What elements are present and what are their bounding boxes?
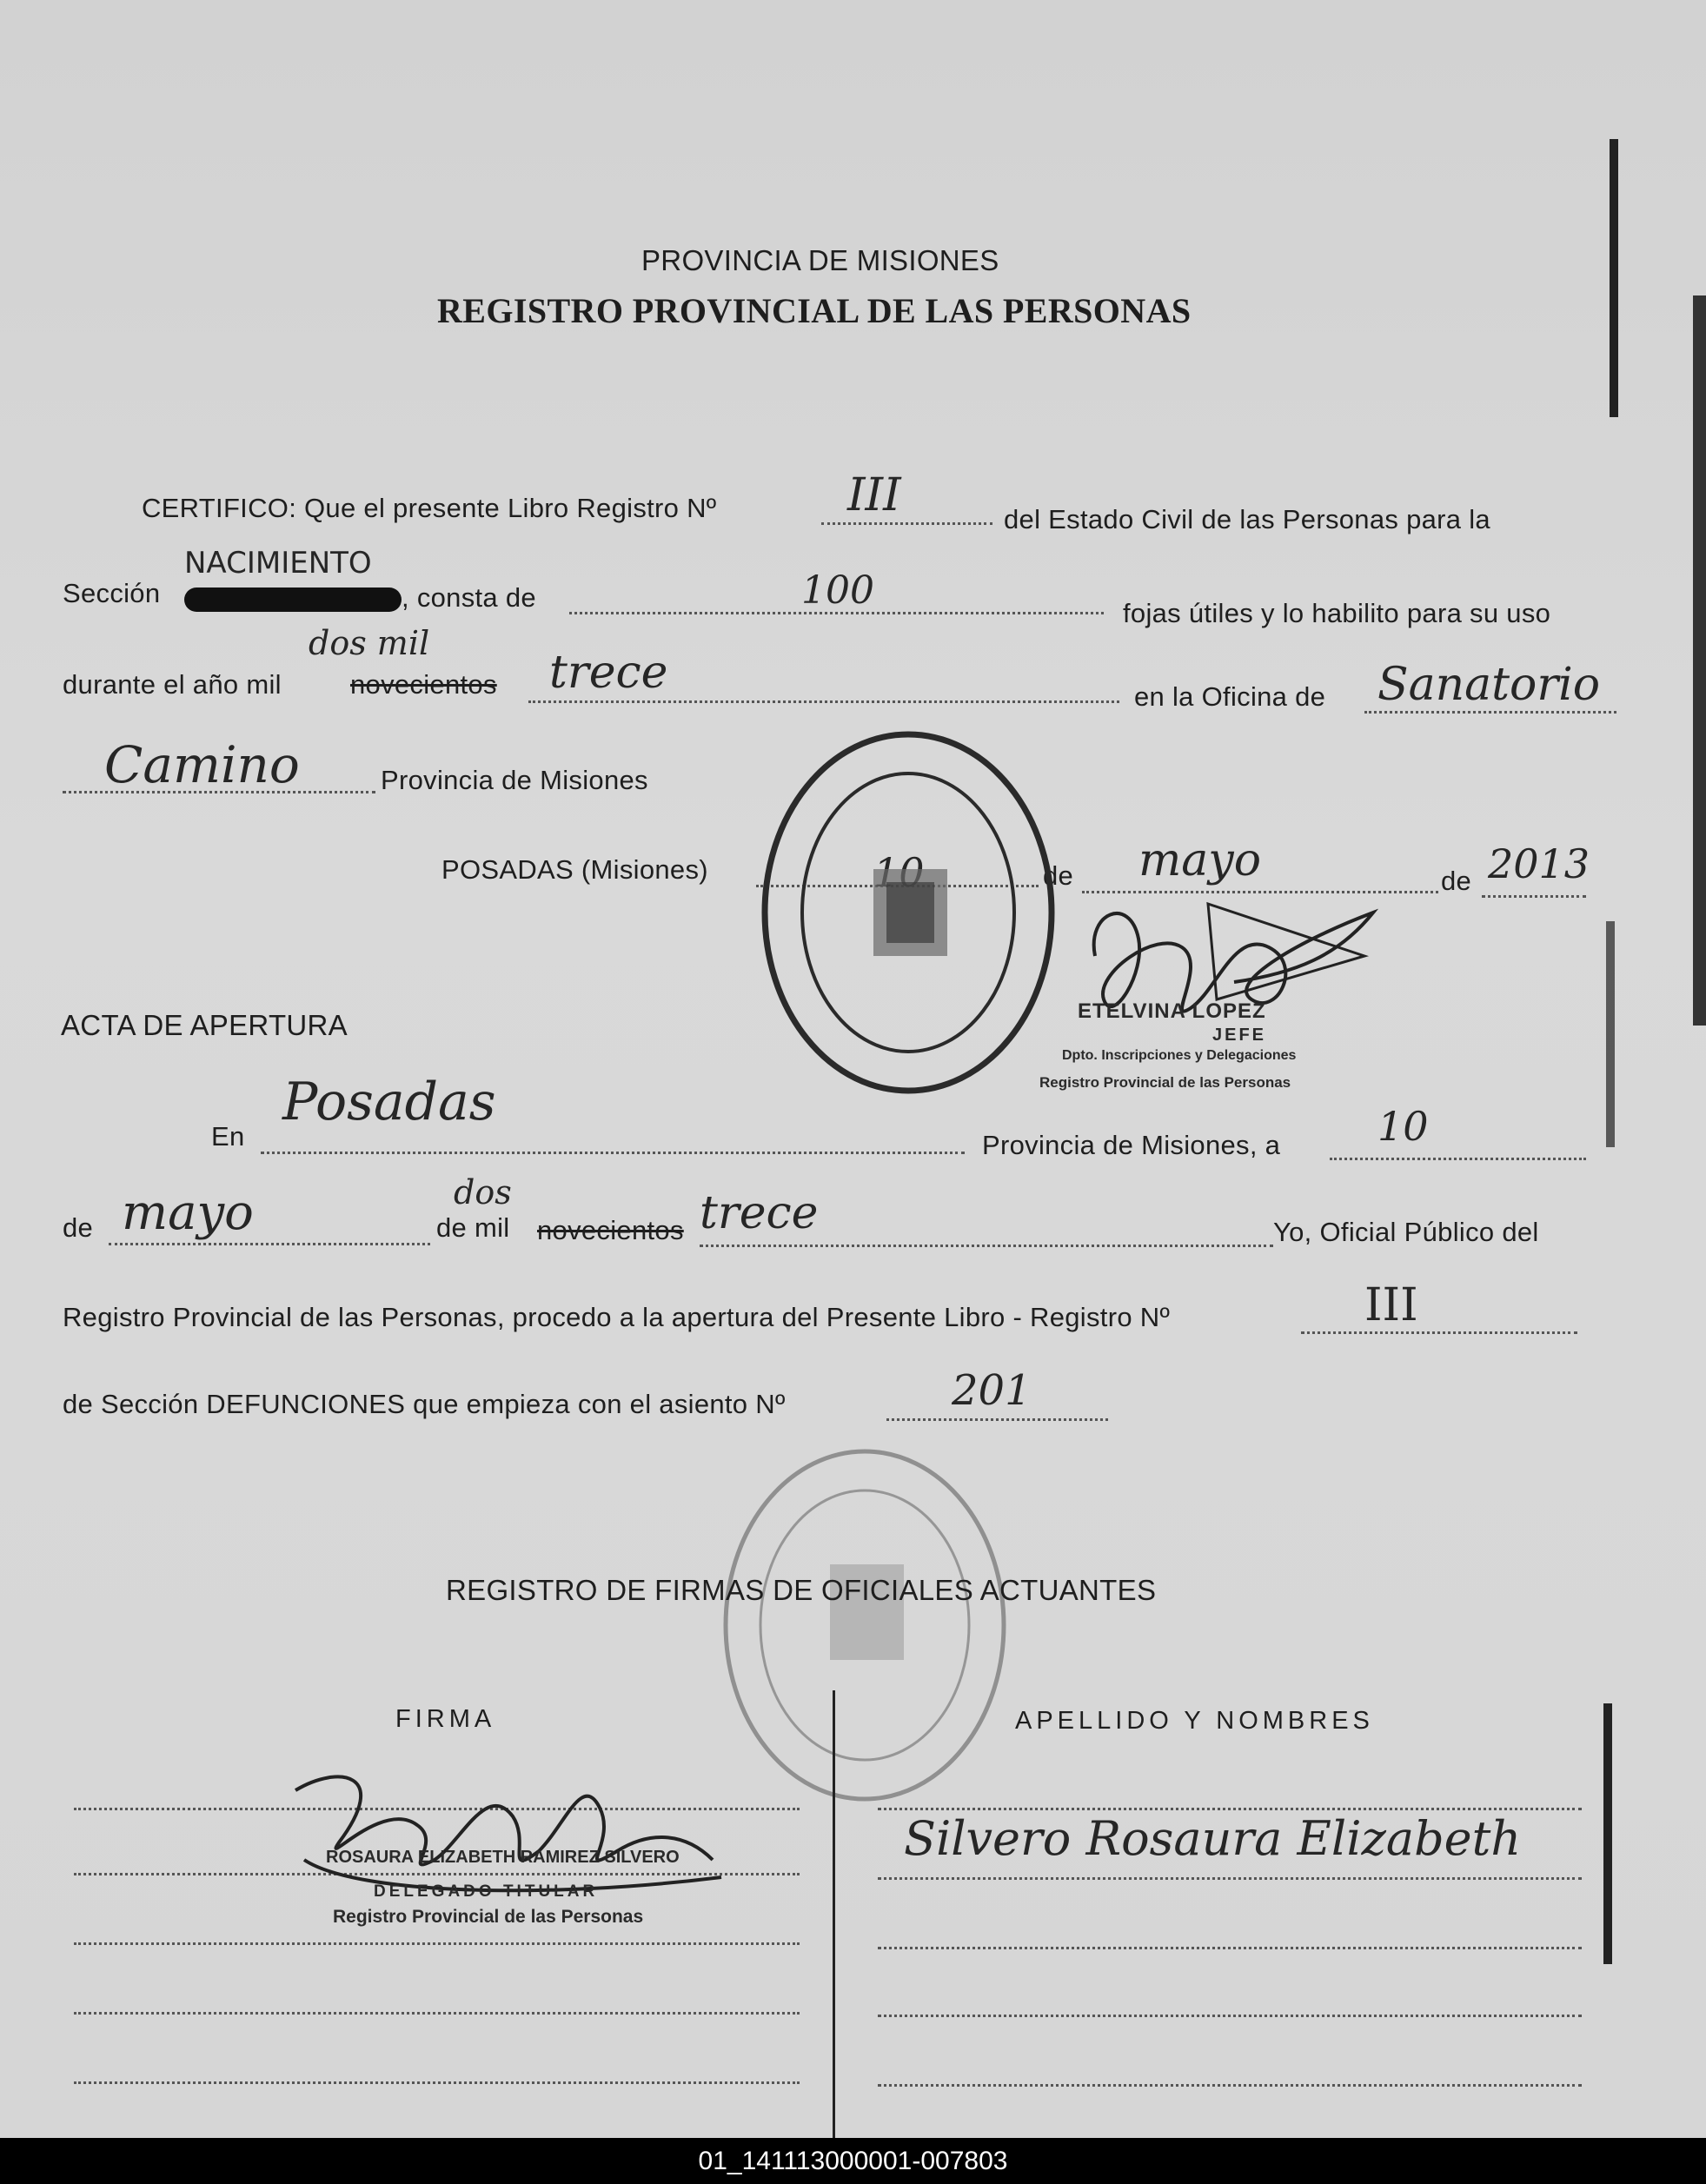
apertura-year-hw: trece (700, 1187, 819, 1239)
fojas-value-hw: 100 (801, 568, 874, 613)
year-line (1482, 895, 1586, 898)
column-divider (833, 1690, 835, 2138)
oficina-value-hw-2: Camino (104, 735, 300, 794)
provincia-text: Provincia de Misiones (381, 765, 648, 795)
official-dept: Dpto. Inscripciones y Delegaciones (1062, 1048, 1297, 1063)
month-hw: mayo (1138, 834, 1261, 886)
firma-row-5 (74, 2081, 800, 2084)
nombre-row-1 (878, 1808, 1582, 1810)
posadas-text: POSADAS (Misiones) (441, 854, 708, 885)
apertura-libro-hw: III (1364, 1279, 1418, 1331)
firma-row-4 (74, 2012, 800, 2015)
consta-de-text: , consta de (402, 582, 536, 613)
col-firma: FIRMA (395, 1705, 496, 1733)
document-id-bar (0, 2138, 1706, 2184)
apertura-day-line (1330, 1158, 1586, 1160)
official-role: JEFE (1212, 1026, 1267, 1045)
delegate-org: Registro Provincial de las Personas (333, 1907, 644, 1927)
official-org: Registro Provincial de las Personas (1039, 1074, 1291, 1091)
dos-mil-hw: dos mil (309, 624, 430, 662)
apertura-libro-line (1301, 1331, 1577, 1334)
apertura-novecientos-struck: novecientos (537, 1215, 684, 1245)
durante-text: durante el año mil (63, 669, 282, 700)
scan-edge-right (1693, 295, 1706, 1026)
document-id: 01_141113000001-007803 (698, 2147, 1008, 2175)
novecientos-struck: novecientos (350, 669, 497, 700)
oficina-value-hw-1: Sanatorio (1377, 659, 1601, 711)
libro-number-line (821, 522, 992, 525)
acta-heading: ACTA DE APERTURA (61, 1009, 348, 1041)
oficial-text: Yo, Oficial Público del (1273, 1217, 1539, 1247)
province-title: PROVINCIA DE MISIONES (641, 244, 999, 276)
apertura-day-hw: 10 (1377, 1103, 1429, 1150)
year-words-hw: trece (549, 647, 668, 699)
apertura-de-label: de (63, 1212, 94, 1243)
year-words-line (528, 700, 1119, 703)
asiento-line (886, 1418, 1108, 1421)
fojas-text: fojas útiles y lo habilito para su uso (1123, 598, 1551, 628)
scan-edge-bottom (1603, 1703, 1612, 1964)
registro-line: Registro Provincial de las Personas, procedo a la apertura del Presente Libro - Registro Nº (63, 1302, 1171, 1332)
scan-edge-top (1610, 139, 1618, 417)
redaction-mark (184, 587, 402, 612)
nombre-value-hw: Silvero Rosaura Elizabeth (904, 1811, 1522, 1866)
firmas-heading: REGISTRO DE FIRMAS DE OFICIALES ACTUANTES (446, 1574, 1157, 1606)
asiento-hw: 201 (952, 1366, 1032, 1415)
estado-civil-text: del Estado Civil de las Personas para la (1004, 504, 1490, 534)
delegate-role: DELEGADO TITULAR (374, 1882, 599, 1901)
apertura-month-line (109, 1243, 430, 1245)
scan-edge-middle (1606, 921, 1615, 1147)
seccion-line: de Sección DEFUNCIONES que empieza con el asiento Nº (63, 1389, 786, 1419)
nombre-row-3 (878, 1947, 1582, 1949)
firma-row-3 (74, 1942, 800, 1945)
official-name: ETELVINA LOPEZ (1078, 999, 1266, 1023)
nombre-row-4 (878, 2015, 1582, 2017)
delegate-name: ROSAURA ELIZABETH RAMIREZ SILVERO (326, 1848, 680, 1867)
col-nombres: APELLIDO Y NOMBRES (1015, 1707, 1374, 1735)
en-label: En (211, 1121, 245, 1152)
nombre-row-2 (878, 1877, 1582, 1880)
libro-number-hw: III (847, 469, 901, 521)
apertura-dos-hw: dos (454, 1173, 512, 1211)
year-hw: 2013 (1488, 840, 1590, 887)
de-text-2: de (1441, 866, 1472, 896)
official-seal-2 (713, 1434, 1017, 1816)
official-seal-1 (756, 721, 1060, 1104)
de-text-1: de (1043, 860, 1074, 891)
seccion-value-hw: NACIMIENTO (184, 546, 372, 581)
apertura-year-line (700, 1245, 1273, 1247)
place-line (261, 1152, 965, 1154)
nombre-row-5 (878, 2084, 1582, 2087)
apertura-de-mil: de mil (436, 1212, 510, 1243)
place-hw: Posadas (282, 1072, 496, 1132)
apertura-month-hw: mayo (122, 1185, 254, 1241)
oficina-line (1364, 711, 1616, 714)
oficina-text: en la Oficina de (1134, 681, 1326, 712)
apertura-provincia-text: Provincia de Misiones, a (982, 1130, 1281, 1160)
registry-title: REGISTRO PROVINCIAL DE LAS PERSONAS (437, 291, 1192, 330)
seccion-label: Sección (63, 578, 161, 608)
certifico-lead: CERTIFICO: Que el presente Libro Registro Nº (142, 493, 717, 523)
